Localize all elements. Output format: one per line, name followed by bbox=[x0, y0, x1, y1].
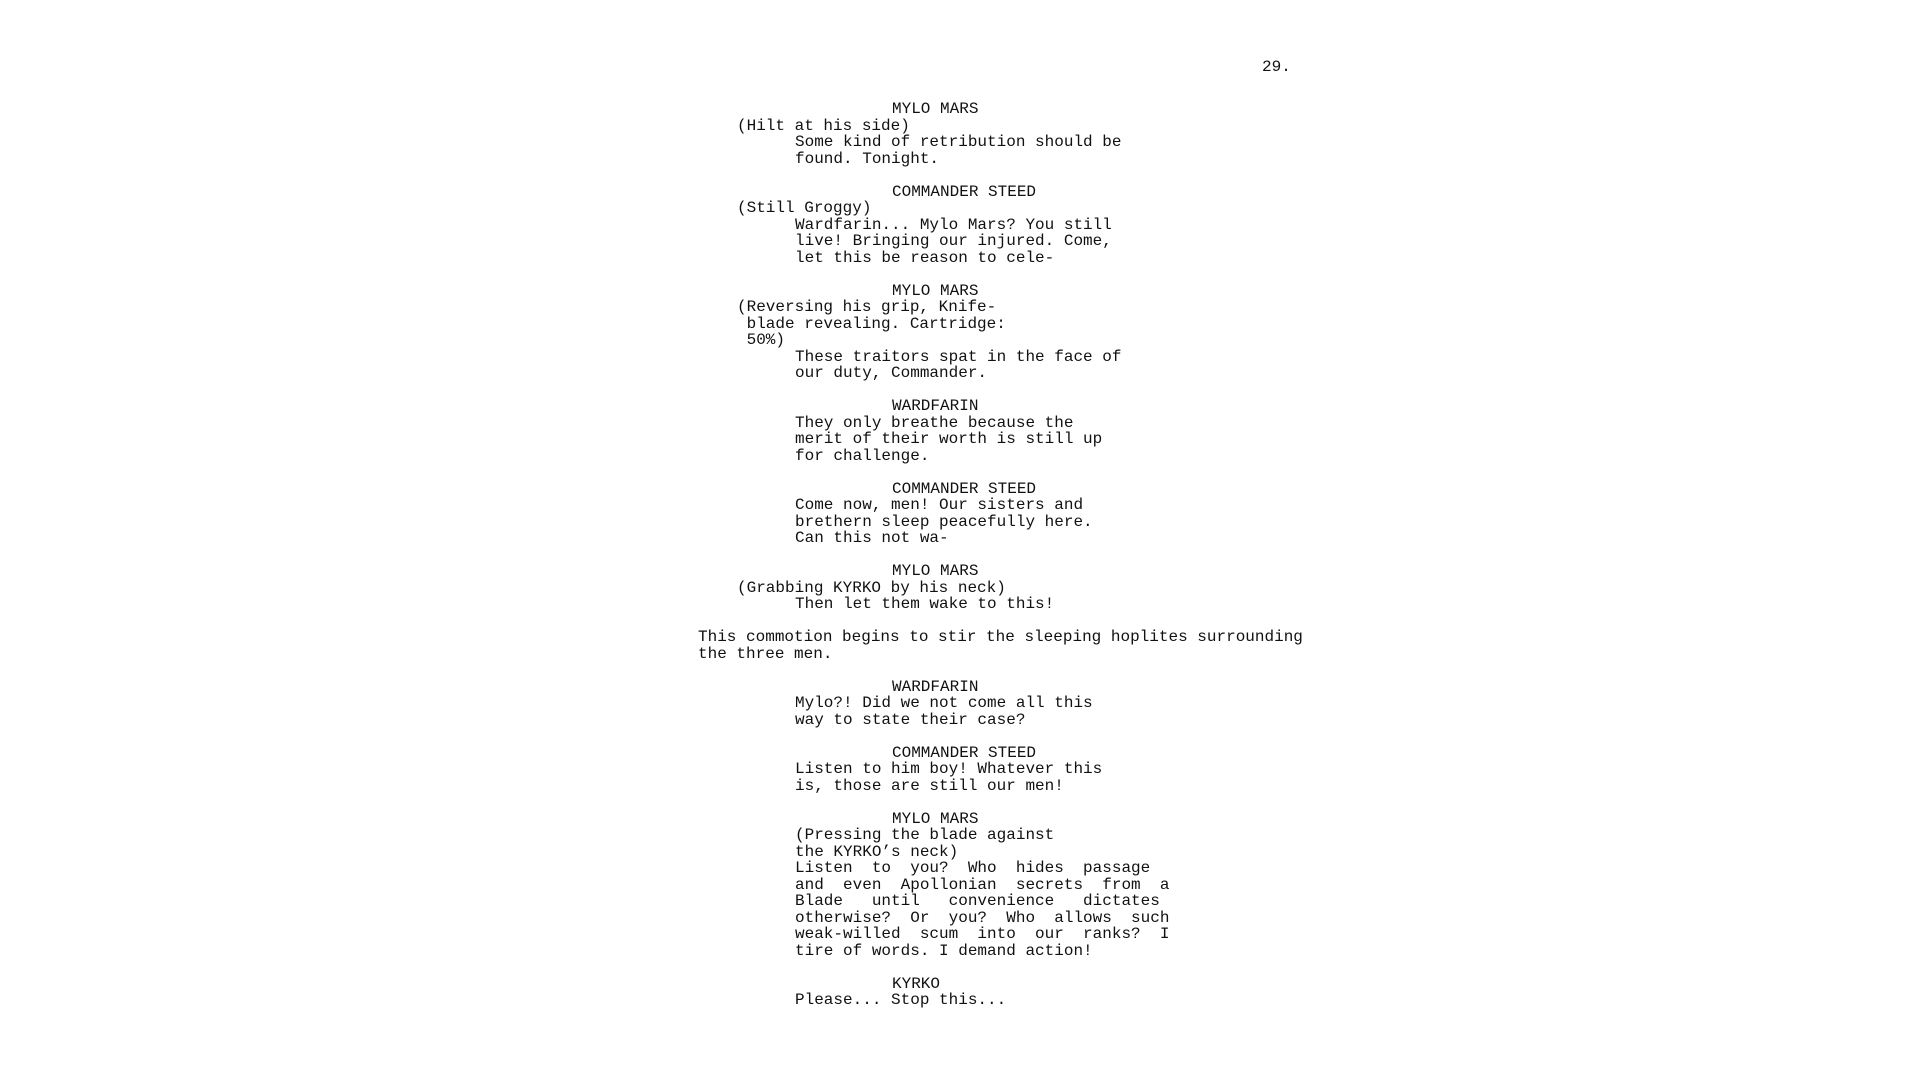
dialogue-line: weak-willed scum into our ranks? I bbox=[795, 925, 1170, 943]
parenthetical-line: the KYRKO’s neck) bbox=[795, 842, 959, 861]
parenthetical bbox=[737, 200, 1027, 217]
screenplay-body bbox=[698, 101, 1398, 1025]
dialogue-block bbox=[698, 101, 1398, 167]
dialogue-line: Blade until convenience dictates bbox=[795, 892, 1160, 910]
dialogue-line: for challenge. bbox=[795, 446, 930, 465]
dialogue-block bbox=[698, 976, 1398, 1009]
page-number: 29. bbox=[1262, 58, 1291, 76]
dialogue-block bbox=[698, 481, 1398, 547]
parenthetical bbox=[737, 118, 1027, 135]
character-name: COMMANDER STEED bbox=[892, 479, 1037, 498]
dialogue-line: our duty, Commander. bbox=[795, 364, 988, 382]
parenthetical bbox=[737, 580, 1027, 597]
action-line: the three men. bbox=[698, 644, 833, 663]
dialogue-text bbox=[795, 415, 1170, 465]
character-name: COMMANDER STEED bbox=[892, 743, 1037, 762]
dialogue-block bbox=[698, 811, 1398, 960]
character-name: COMMANDER STEED bbox=[892, 182, 1037, 201]
dialogue-text bbox=[795, 217, 1170, 267]
dialogue-text bbox=[795, 349, 1170, 382]
dialogue-line: way to state their case? bbox=[795, 710, 1026, 729]
dialogue-text bbox=[795, 134, 1170, 167]
parenthetical-line: (Still Groggy) bbox=[737, 199, 872, 217]
dialogue-text bbox=[795, 992, 1170, 1009]
parenthetical-line: 50%) bbox=[737, 331, 786, 349]
dialogue-block bbox=[698, 679, 1398, 729]
character-name: MYLO MARS bbox=[892, 562, 979, 580]
dialogue-line: and even Apollonian secrets from a bbox=[795, 875, 1170, 894]
character-name: MYLO MARS bbox=[892, 100, 979, 118]
parenthetical-line: (Hilt at his side) bbox=[737, 116, 910, 135]
dialogue-line: brethern sleep peacefully here. bbox=[795, 512, 1093, 531]
parenthetical-line: (Grabbing KYRKO by his neck) bbox=[737, 578, 1006, 597]
dialogue-text bbox=[795, 497, 1170, 547]
dialogue-line: Wardfarin... Mylo Mars? You still bbox=[795, 215, 1112, 234]
dialogue-line: Some kind of retribution should be bbox=[795, 133, 1122, 151]
dialogue-line: Come now, men! Our sisters and bbox=[795, 496, 1084, 514]
dialogue-line: Mylo?! Did we not come all this bbox=[795, 694, 1093, 712]
dialogue-line: is, those are still our men! bbox=[795, 776, 1064, 795]
dialogue-line: Then let them wake to this! bbox=[795, 595, 1055, 613]
dialogue-line: let this be reason to cele- bbox=[795, 248, 1055, 267]
parenthetical-line: (Pressing the blade against bbox=[795, 826, 1055, 844]
character-name: KYRKO bbox=[892, 974, 941, 993]
dialogue-text bbox=[795, 596, 1170, 613]
dialogue-line: live! Bringing our injured. Come, bbox=[795, 232, 1112, 250]
dialogue-block bbox=[698, 745, 1398, 795]
action-line: This commotion begins to stir the sleeping hoplites surrounding bbox=[698, 628, 1303, 646]
dialogue-text bbox=[795, 860, 1170, 959]
dialogue-line: Listen to you? Who hides passage bbox=[795, 859, 1151, 877]
character-name: WARDFARIN bbox=[892, 677, 979, 696]
dialogue-line: merit of their worth is still up bbox=[795, 430, 1103, 448]
dialogue-text bbox=[795, 761, 1170, 794]
character-name: MYLO MARS bbox=[892, 809, 979, 828]
parenthetical-line: (Reversing his grip, Knife- bbox=[737, 298, 997, 316]
dialogue-line: Listen to him boy! Whatever this bbox=[795, 760, 1103, 778]
dialogue-line: otherwise? Or you? Who allows such bbox=[795, 908, 1170, 927]
dialogue-line: Can this not wa- bbox=[795, 529, 949, 547]
dialogue-line: found. Tonight. bbox=[795, 149, 940, 168]
dialogue-line: tire of words. I demand action! bbox=[795, 941, 1093, 960]
dialogue-block bbox=[698, 283, 1398, 382]
dialogue-block bbox=[698, 398, 1398, 464]
dialogue-block bbox=[698, 184, 1398, 267]
dialogue-line: They only breathe because the bbox=[795, 413, 1074, 432]
parenthetical bbox=[737, 299, 1027, 349]
dialogue-line: These traitors spat in the face of bbox=[795, 347, 1122, 366]
dialogue-text bbox=[795, 695, 1170, 728]
dialogue-line: Please... Stop this... bbox=[795, 991, 1007, 1009]
character-name: WARDFARIN bbox=[892, 397, 979, 415]
parenthetical bbox=[795, 827, 1170, 860]
parenthetical-line: blade revealing. Cartridge: bbox=[737, 314, 1006, 333]
dialogue-block bbox=[698, 563, 1398, 613]
action-block bbox=[698, 629, 1338, 662]
character-name: MYLO MARS bbox=[892, 281, 979, 300]
